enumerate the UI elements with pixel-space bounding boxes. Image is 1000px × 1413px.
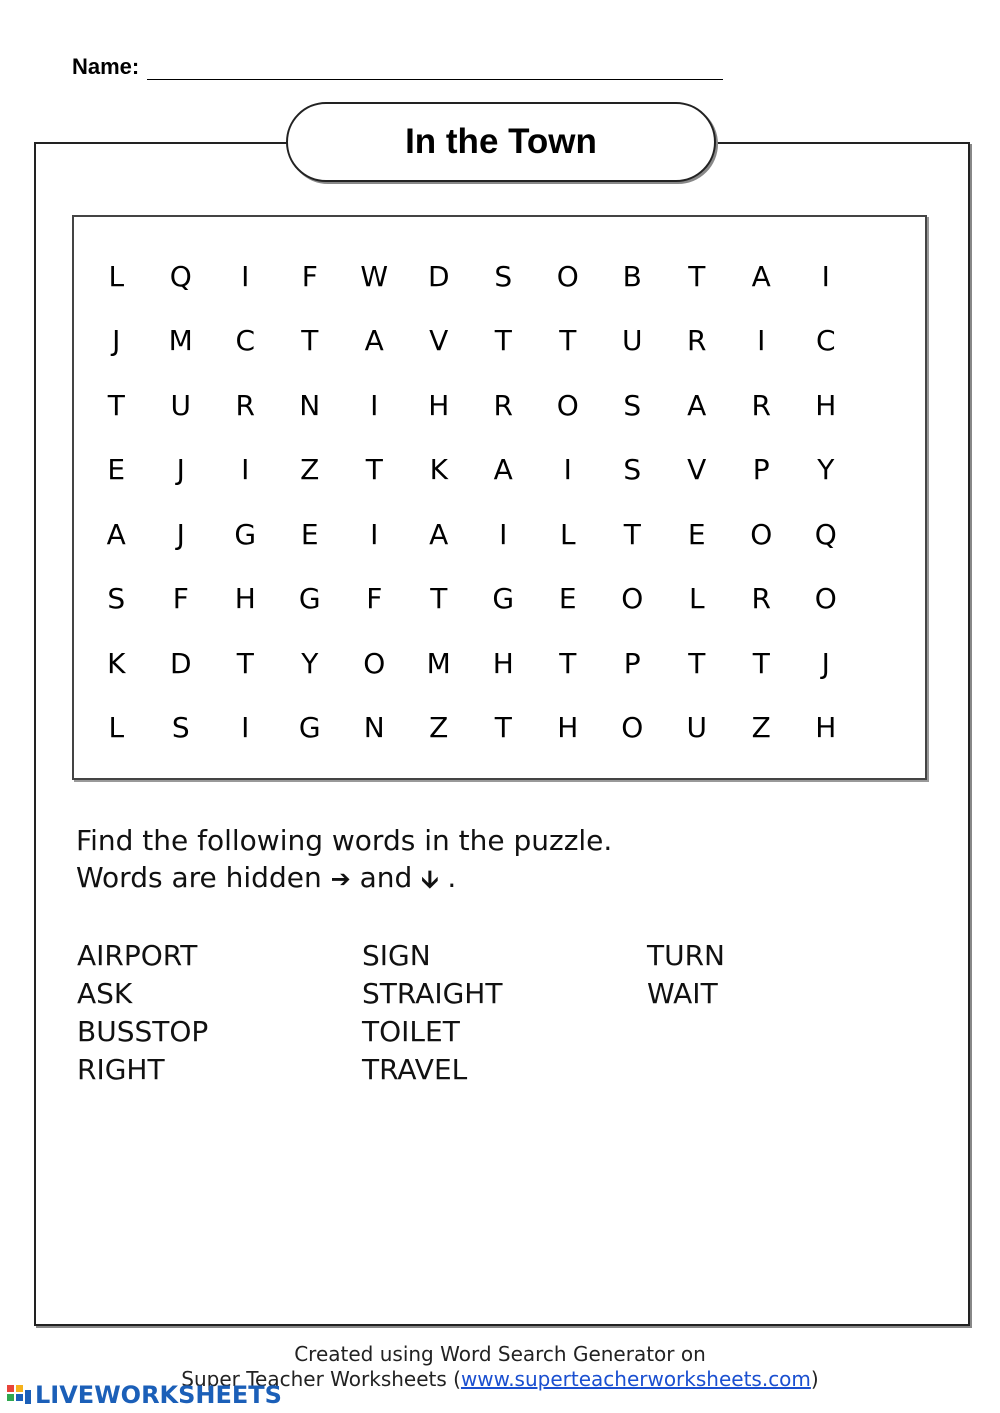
grid-letter[interactable]: F xyxy=(301,259,318,293)
grid-letter[interactable]: O xyxy=(363,646,386,680)
grid-letter[interactable]: S xyxy=(107,582,126,616)
grid-letter[interactable]: J xyxy=(176,453,185,487)
grid-letter[interactable]: J xyxy=(112,324,121,358)
grid-letter[interactable]: T xyxy=(559,646,577,680)
grid-letter[interactable]: A xyxy=(429,517,449,551)
footer-prefix: Super Teacher Worksheets ( xyxy=(181,1367,461,1391)
worksheet-title-box xyxy=(286,102,716,182)
grid-letter[interactable]: O xyxy=(814,582,837,616)
grid-letter[interactable]: G xyxy=(298,582,321,616)
name-input-line[interactable] xyxy=(147,55,723,80)
grid-letter[interactable]: I xyxy=(821,259,830,293)
grid-letter[interactable]: W xyxy=(360,259,389,293)
grid-letter[interactable]: E xyxy=(687,517,706,551)
grid-letter[interactable]: D xyxy=(427,259,450,293)
grid-letter[interactable]: I xyxy=(499,517,508,551)
instructions-period: . xyxy=(447,861,457,894)
grid-letter[interactable]: Y xyxy=(301,646,319,680)
word-item: TRAVEL xyxy=(362,1053,468,1086)
grid-letter[interactable]: T xyxy=(559,324,577,358)
grid-letter[interactable]: R xyxy=(235,388,255,422)
grid-letter[interactable]: A xyxy=(364,324,384,358)
arrow-down-icon: 🡫 xyxy=(421,865,439,893)
name-field xyxy=(72,54,723,80)
grid-letter[interactable]: U xyxy=(622,324,643,358)
grid-letter[interactable]: S xyxy=(171,711,190,745)
grid-letter[interactable]: O xyxy=(621,711,644,745)
grid-letter[interactable]: I xyxy=(563,453,572,487)
grid-letter[interactable]: I xyxy=(757,324,766,358)
grid-letter[interactable]: I xyxy=(241,711,250,745)
grid-letter[interactable]: R xyxy=(687,324,707,358)
footer-link[interactable]: www.superteacherworksheets.com xyxy=(460,1367,811,1391)
grid-letter[interactable]: Q xyxy=(169,259,192,293)
grid-letter[interactable]: T xyxy=(688,646,706,680)
grid-letter[interactable]: T xyxy=(623,517,641,551)
word-list-column-2 xyxy=(362,937,502,1089)
grid-letter[interactable]: Z xyxy=(429,711,449,745)
footer-suffix: ) xyxy=(810,1367,819,1391)
grid-letter[interactable]: C xyxy=(815,324,836,358)
name-label: Name: xyxy=(72,54,140,79)
word-list-column-3 xyxy=(647,937,725,1013)
grid-letter[interactable]: T xyxy=(752,646,770,680)
grid-letter[interactable]: T xyxy=(688,259,706,293)
word-item: SIGN xyxy=(362,939,431,972)
instructions-prefix: Words are hidden xyxy=(76,861,322,894)
grid-letter[interactable]: E xyxy=(107,453,126,487)
grid-letter[interactable]: I xyxy=(370,388,379,422)
liveworksheets-logo[interactable] xyxy=(6,1381,282,1409)
instructions-line-2 xyxy=(76,859,612,898)
grid-letter[interactable]: G xyxy=(298,711,321,745)
grid-letter[interactable]: F xyxy=(172,582,189,616)
instructions xyxy=(76,822,612,898)
grid-letter[interactable]: P xyxy=(752,453,770,487)
word-item: TURN xyxy=(647,939,725,972)
grid-letter[interactable]: V xyxy=(687,453,707,487)
logo-text: LIVEWORKSHEETS xyxy=(35,1381,282,1409)
instructions-and: and xyxy=(359,861,413,894)
instructions-line-1: Find the following words in the puzzle. xyxy=(76,824,613,857)
grid-letter[interactable]: Q xyxy=(814,517,837,551)
word-item: BUSSTOP xyxy=(77,1015,209,1048)
word-item: ASK xyxy=(77,977,133,1010)
grid-letter[interactable]: S xyxy=(623,453,642,487)
grid-letter[interactable]: E xyxy=(300,517,319,551)
grid-letter[interactable]: H xyxy=(428,388,450,422)
grid-letter[interactable]: I xyxy=(241,259,250,293)
word-item: TOILET xyxy=(362,1015,460,1048)
letter-grid xyxy=(84,244,858,760)
word-item: RIGHT xyxy=(77,1053,165,1086)
grid-letter[interactable]: T xyxy=(365,453,383,487)
grid-letter[interactable]: V xyxy=(429,324,449,358)
grid-letter[interactable]: M xyxy=(426,646,451,680)
grid-letter[interactable]: Y xyxy=(817,453,835,487)
grid-letter[interactable]: S xyxy=(494,259,513,293)
grid-letter[interactable]: A xyxy=(751,259,771,293)
grid-letter[interactable]: H xyxy=(815,711,837,745)
grid-letter[interactable]: K xyxy=(107,646,126,680)
grid-letter[interactable]: T xyxy=(236,646,254,680)
grid-letter[interactable]: P xyxy=(623,646,641,680)
word-item: AIRPORT xyxy=(77,939,198,972)
grid-letter[interactable]: Z xyxy=(751,711,771,745)
grid-letter[interactable]: M xyxy=(168,324,193,358)
grid-letter[interactable]: Z xyxy=(300,453,320,487)
grid-letter[interactable]: A xyxy=(106,517,126,551)
grid-letter[interactable]: O xyxy=(556,259,579,293)
grid-letter[interactable]: E xyxy=(558,582,577,616)
grid-letter[interactable]: A xyxy=(493,453,513,487)
grid-letter[interactable]: T xyxy=(430,582,448,616)
grid-letter[interactable]: H xyxy=(234,582,256,616)
grid-letter[interactable]: J xyxy=(176,517,185,551)
grid-letter[interactable]: R xyxy=(751,388,771,422)
grid-letter[interactable]: O xyxy=(621,582,644,616)
grid-letter[interactable]: U xyxy=(686,711,707,745)
grid-letter[interactable]: C xyxy=(235,324,256,358)
liveworksheets-logo-icon xyxy=(6,1382,32,1408)
grid-letter[interactable]: T xyxy=(301,324,319,358)
grid-letter[interactable]: J xyxy=(821,646,830,680)
grid-letter[interactable]: U xyxy=(170,388,191,422)
grid-letter[interactable]: L xyxy=(108,259,125,293)
grid-letter[interactable]: H xyxy=(492,646,514,680)
grid-letter[interactable]: R xyxy=(751,582,771,616)
grid-letter[interactable]: L xyxy=(108,711,125,745)
grid-letter[interactable]: A xyxy=(687,388,707,422)
grid-letter[interactable]: N xyxy=(363,711,385,745)
grid-letter[interactable]: S xyxy=(623,388,642,422)
grid-letter[interactable]: I xyxy=(241,453,250,487)
grid-letter[interactable]: I xyxy=(370,517,379,551)
grid-letter[interactable]: G xyxy=(492,582,515,616)
arrow-right-icon: ➔ xyxy=(330,865,351,893)
word-list-column-1 xyxy=(77,937,208,1089)
worksheet-title: In the Town xyxy=(405,122,597,161)
grid-letter[interactable]: K xyxy=(429,453,448,487)
grid-letter[interactable]: H xyxy=(815,388,837,422)
grid-letter[interactable]: H xyxy=(557,711,579,745)
grid-letter[interactable]: L xyxy=(559,517,576,551)
grid-letter[interactable]: L xyxy=(688,582,705,616)
word-item: STRAIGHT xyxy=(362,977,503,1010)
grid-letter[interactable]: G xyxy=(234,517,257,551)
footer-line-1: Created using Word Search Generator on xyxy=(294,1342,706,1366)
grid-letter[interactable]: T xyxy=(107,388,125,422)
grid-letter[interactable]: R xyxy=(493,388,513,422)
grid-letter[interactable]: F xyxy=(366,582,383,616)
grid-letter[interactable]: O xyxy=(556,388,579,422)
word-item: WAIT xyxy=(647,977,718,1010)
grid-letter[interactable]: T xyxy=(494,324,512,358)
grid-letter[interactable]: T xyxy=(494,711,512,745)
grid-letter[interactable]: O xyxy=(750,517,773,551)
grid-letter[interactable]: D xyxy=(169,646,192,680)
grid-letter[interactable]: N xyxy=(299,388,321,422)
grid-letter[interactable]: B xyxy=(622,259,642,293)
